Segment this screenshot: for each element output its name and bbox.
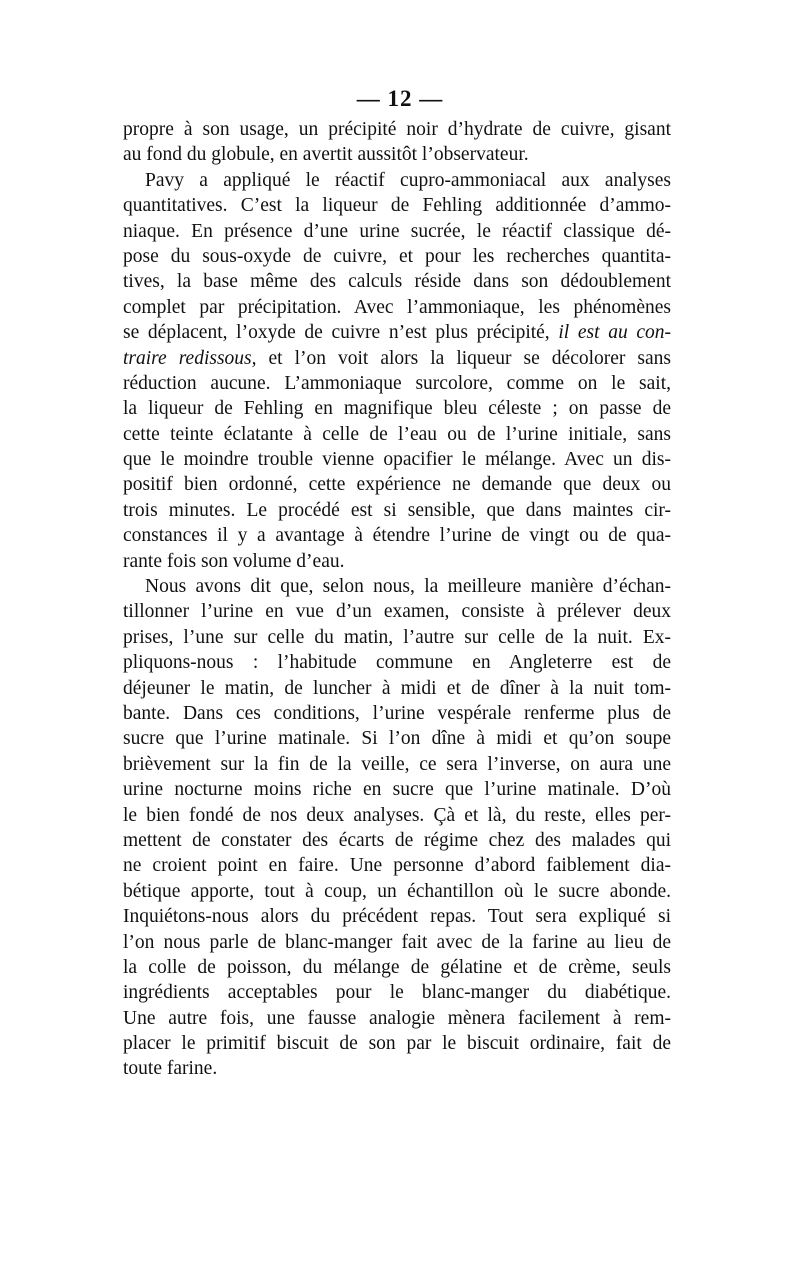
text-line: quantitatives. C’est la liqueur de Fehling additionnée d’ammo- (123, 195, 671, 217)
text-line (123, 320, 671, 345)
text-line: Nous avons dit que, selon nous, la meilleure manière d’échan- (145, 576, 671, 598)
text-line: constances il y a avantage à étendre l’urine de vingt ou de qua- (123, 525, 671, 547)
page-number: — 12 — (356, 86, 444, 111)
text-segment: et l’on voit alors la liqueur se décolorer sans (256, 347, 671, 369)
text-line: complet par précipitation. Avec l’ammoniaque, les phénomènes (123, 296, 671, 318)
text-line: ne croient point en faire. Une personne d’abord faiblement dia- (123, 855, 671, 877)
italic-text: il est au con- (558, 322, 672, 344)
text-line: urine nocturne moins riche en sucre que l’urine matinale. D’où (123, 779, 671, 801)
text-line: niaque. En présence d’une urine sucrée, le réactif classique dé- (123, 220, 671, 242)
text-line: Pavy a appliqué le réactif cupro-ammoniacal aux analyses (145, 169, 671, 191)
text-line: la liqueur de Fehling en magnifique bleu céleste ; on passe de (123, 398, 671, 420)
text-line: sucre que l’urine matinale. Si l’on dîne à midi et qu’on soupe (123, 728, 671, 750)
text-line: déjeuner le matin, de luncher à midi et de dîner à la nuit tom- (123, 677, 671, 699)
text-line: brièvement sur la fin de la veille, ce sera l’inverse, on aura une (123, 753, 671, 775)
text-segment: se déplacent, l’oxyde de cuivre n’est plus précipité, (123, 322, 559, 344)
italic-text: traire redissous, (123, 347, 257, 369)
body-text (123, 117, 671, 1082)
text-line: la colle de poisson, du mélange de gélatine et de crème, seuls (123, 956, 671, 978)
text-line: pliquons-nous : l’habitude commune en Angleterre est de (123, 652, 671, 674)
text-line: propre à son usage, un précipité noir d’hydrate de cuivre, gisant (123, 119, 671, 140)
text-line: pose du sous-oxyde de cuivre, et pour les recherches quantita- (123, 245, 671, 267)
text-line: toute farine. (123, 1058, 218, 1080)
text-line: réduction aucune. L’ammoniaque surcolore, comme on le sait, (123, 372, 671, 394)
text-line: positif bien ordonné, cette expérience ne demande que deux ou (123, 474, 671, 496)
text-line: le bien fondé de nos deux analyses. Çà et là, du reste, elles per- (123, 804, 671, 826)
text-line: ingrédients acceptables pour le blanc-manger du diabétique. (123, 982, 671, 1004)
text-line: tillonner l’urine en vue d’un examen, consiste à prélever deux (123, 601, 671, 623)
text-line: rante fois son volume d’eau. (123, 550, 345, 572)
text-line: tives, la base même des calculs réside dans son dédoublement (123, 271, 671, 293)
text-line: Une autre fois, une fausse analogie mènera facilement à rem- (123, 1007, 671, 1029)
text-line: prises, l’une sur celle du matin, l’autre sur celle de la nuit. Ex- (123, 626, 671, 648)
text-line: que le moindre trouble vienne opacifier le mélange. Avec un dis- (123, 449, 671, 471)
text-line (123, 346, 671, 371)
text-line: Inquiétons-nous alors du précédent repas. Tout sera expliqué si (123, 906, 671, 928)
text-line: placer le primitif biscuit de son par le biscuit ordinaire, fait de (123, 1033, 671, 1055)
text-line: mettent de constater des écarts de régime chez des malades qui (123, 829, 671, 851)
text-line: trois minutes. Le procédé est si sensible, que dans maintes cir- (123, 499, 671, 521)
text-line: cette teinte éclatante à celle de l’eau ou de l’urine initiale, sans (123, 423, 671, 445)
text-line: bante. Dans ces conditions, l’urine vespérale renferme plus de (123, 702, 671, 724)
text-line: au fond du globule, en avertit aussitôt l’observateur. (123, 144, 529, 166)
text-line: bétique apporte, tout à coup, un échantillon où le sucre abonde. (123, 880, 671, 902)
text-line: l’on nous parle de blanc-manger fait avec de la farine au lieu de (123, 931, 671, 953)
